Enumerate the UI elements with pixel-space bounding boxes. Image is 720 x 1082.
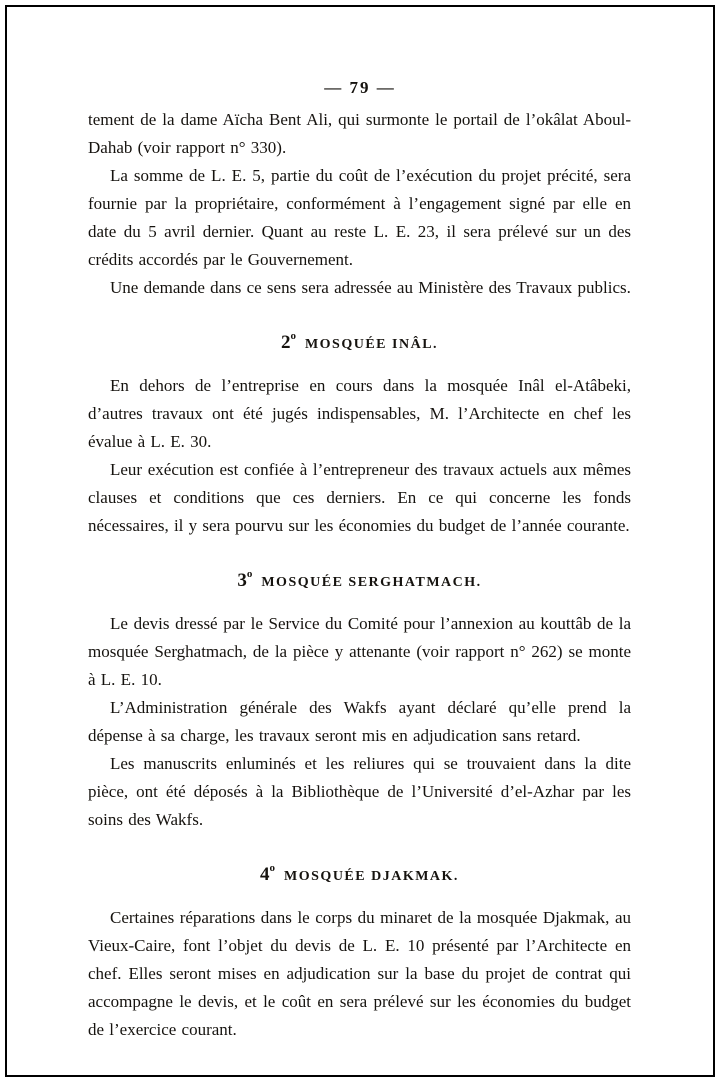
page-number: — 79 — — [324, 78, 396, 97]
section-heading — [88, 862, 631, 888]
paragraph: La somme de L. E. 5, partie du coût de l’exécution du projet précité, sera fournie par la propriétaire, conformément à l’engagement signé par elle en date du 5 avril dernier. Quant au reste L. E. 23, il sera prélevé sur un des crédits accordés par le Gouvernement. — [88, 166, 631, 269]
section-heading — [88, 330, 631, 356]
paragraph: En dehors de l’entreprise en cours dans la mosquée Inâl el-Atâbeki, d’autres travaux ont été jugés indispensables, M. l’Architecte en chef les évalue à L. E. 30. — [88, 376, 631, 451]
document-section — [88, 862, 631, 1044]
document-section — [88, 568, 631, 834]
heading-title: MOSQUÉE INÂL. — [304, 337, 439, 352]
heading-ordinal: o — [269, 862, 276, 874]
heading-title: MOSQUÉE SERGHATMACH. — [261, 575, 482, 590]
heading-number: 3 — [237, 570, 247, 591]
heading-ordinal: o — [290, 330, 296, 342]
section-paragraphs — [88, 904, 631, 1044]
heading-ordinal: o — [246, 568, 253, 580]
paragraph: L’Administration générale des Wakfs ayant déclaré qu’elle prend la dépense à sa charge, les travaux seront mis en adjudication sans retard. — [88, 698, 631, 745]
heading-number: 4 — [260, 864, 270, 885]
heading-title: MOSQUÉE DJAKMAK. — [284, 869, 459, 884]
document-section — [88, 330, 631, 540]
paragraph: Le devis dressé par le Service du Comité pour l’annexion au kouttâb de la mosquée Serghatmach, de la pièce y attenante (voir rapport n° 262) se monte à L. E. 10. — [88, 614, 631, 689]
paragraph: Une demande dans ce sens sera adressée au Ministère des Travaux publics. — [110, 278, 631, 297]
section-paragraphs — [88, 106, 631, 302]
page-content — [88, 106, 631, 1044]
section-paragraphs — [88, 372, 631, 540]
section-heading — [88, 568, 631, 594]
heading-number: 2 — [280, 332, 291, 353]
document-section — [88, 106, 631, 302]
paragraph: Les manuscrits enluminés et les reliures qui se trouvaient dans la dite pièce, ont été déposés à la Bibliothèque de l’Université d’el-Azhar par les soins des Wakfs. — [88, 754, 631, 829]
paragraph: tement de la dame Aïcha Bent Ali, qui surmonte le portail de l’okâlat Aboul-Dahab (voir rapport n° 330). — [88, 110, 631, 157]
section-paragraphs — [88, 610, 631, 834]
paragraph: Leur exécution est confiée à l’entrepreneur des travaux actuels aux mêmes clauses et conditions que ces derniers. En ce qui concerne les fonds nécessaires, il y sera pourvu sur les économies du budget de l’année courante. — [88, 460, 631, 535]
paragraph: Certaines réparations dans le corps du minaret de la mosquée Djakmak, au Vieux-Caire, font l’objet du devis de L. E. 10 présenté par l’Architecte en chef. Elles seront mises en adjudication sur la base du projet de contrat qui accompagne le devis, et le coût en sera prélevé sur les économies du budget de l’exercice courant. — [88, 908, 631, 1039]
